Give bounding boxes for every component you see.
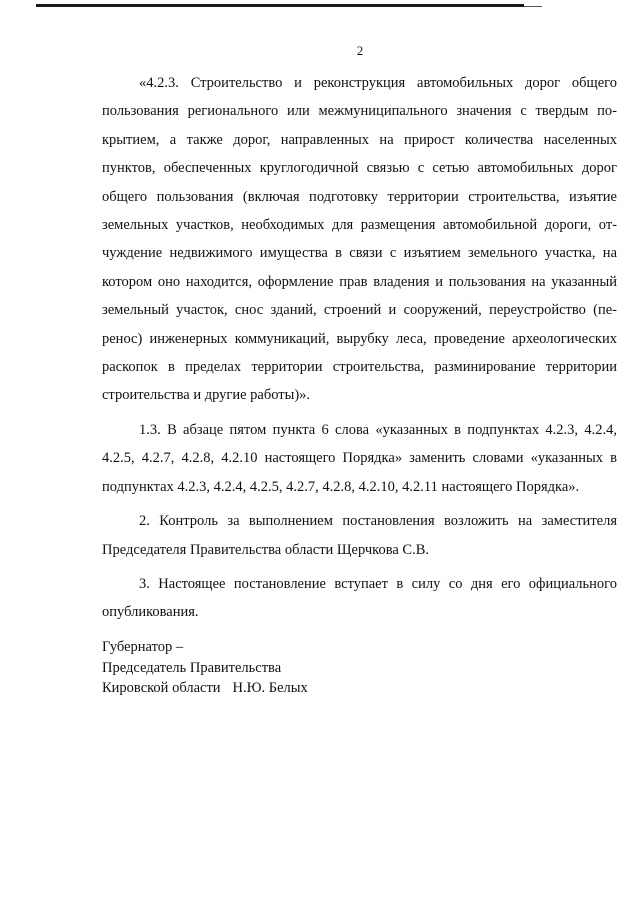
signature-position-line: Председатель Правительства xyxy=(102,659,282,676)
signature-title-line: Губернатор – xyxy=(102,639,184,655)
paragraph-1-3: 1.3. В абзаце пятом пункта 6 слова «указанных в подпунктах 4.2.3, 4.2.4, 4.2.5, 4.2.7, 4.2.8, 4.2.10 настоящего Порядка» заменить словами «указанных в подпунктах 4.2.3, 4.2.4, 4.2.5, 4.2.7, 4.2.8, 4.2.10, 4.2.11 настоящего Порядка». xyxy=(102,421,617,495)
document-body xyxy=(102,69,617,627)
top-rule xyxy=(36,4,524,7)
signature-block xyxy=(102,637,308,699)
signature-region-line xyxy=(102,678,308,699)
paragraph-2: 2. Контроль за выполнением постановления возложить на заместителя Председателя Правительства области Щерчкова С.В. xyxy=(102,513,617,558)
top-rule-tail xyxy=(524,6,542,7)
signature-name: Н.Ю. Белых xyxy=(232,680,308,696)
paragraph-4-2-3: «4.2.3. Строительство и реконструкция автомобильных дорог общего пользования регионального или межмуниципального значения с твердым покрытием, а также дорог, направленных на прирост количества населенных пунктов, обеспеченных круглогодичной связью с сетью автомобильных дорог общего пользования (включая подготовку территории строительства, изъятие земельных участков, необходимых для размещения автомобильной дороги, отчуждение недвижимого имущества в связи с изъятием земельного участка, на котором оно находится, оформление прав владения и пользования на указанный земельный участок, снос зданий, строений и сооружений, переустройство (перенос) инженерных коммуникаций, вырубку леса, проведение археологических раскопок в пределах территории строительства, разминирование территории строительства и другие работы)». xyxy=(102,75,617,404)
paragraph-3: 3. Настоящее постановление вступает в силу со дня его официального опубликования. xyxy=(102,575,617,621)
page-number: 2 xyxy=(356,43,364,58)
signature-region: Кировской области xyxy=(102,680,221,696)
